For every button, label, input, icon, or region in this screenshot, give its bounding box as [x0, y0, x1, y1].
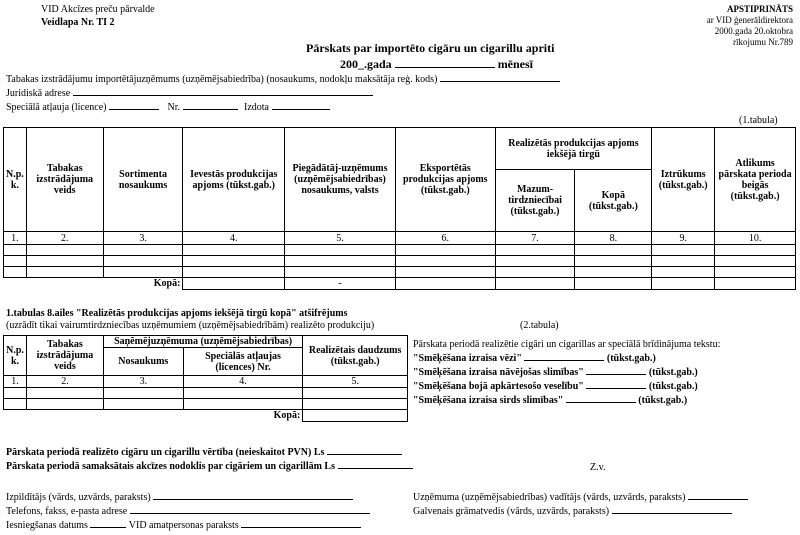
col-assortment: Sortimenta nosaukums [103, 128, 183, 232]
col-type: Tabakas izstrādājuma veids [26, 128, 103, 232]
license-line [6, 102, 330, 113]
approval-line: ar VID ģenerāldirektora [706, 15, 793, 25]
table-2 [3, 335, 408, 422]
warning-text: "Smēķēšana izraisa vēzi" [413, 353, 522, 364]
table-row[interactable] [4, 245, 796, 256]
approval-line: rīkojumu Nr.789 [733, 37, 793, 47]
col-number: 8. [575, 232, 652, 245]
warning-unit: (tūkst.gab.) [606, 353, 656, 364]
t2-total-row [4, 410, 408, 422]
warning-unit: (tūkst.gab.) [638, 395, 688, 406]
col-number: 7. [495, 232, 575, 245]
contacts-label: Telefons, fakss, e-pasta adrese [6, 506, 128, 517]
excise-label: Pārskata periodā samaksātais akcīzes nodoklis par cigāriem un cigarillām Ls [6, 461, 335, 472]
total-exported[interactable] [395, 278, 495, 290]
agency-name: VID Akcīzes preču pārvalde [41, 4, 155, 15]
table2-caption: (2.tabula) [520, 320, 559, 331]
total-realized[interactable] [575, 278, 652, 290]
column-numbers-row [4, 232, 796, 245]
table2-subheading: (uzrādīt tikai vairumtirdzniecības uzņēmumiem (uzņēmējsabiedrībām) realizēto produkciju) [6, 320, 375, 331]
col-remaining: Atlikums pārskata perioda beigās (tūkst.gab.) [715, 128, 796, 232]
col-number: 6. [395, 232, 495, 245]
warning-line [413, 353, 656, 364]
warning-line [413, 367, 698, 378]
year-prefix: 200_.gada [340, 57, 392, 71]
total-imported[interactable] [183, 278, 285, 290]
head-line [413, 492, 748, 503]
submitted-line [6, 520, 361, 531]
col-retail: Mazum-tirdzniecībai (tūkst.gab.) [495, 170, 575, 232]
page-title: Pārskats par importēto cigāru un cigarillu apriti [306, 41, 555, 55]
excise-field[interactable] [338, 468, 413, 469]
value-line [6, 447, 402, 458]
importer-label: Tabakas izstrādājumu importētājuzņēmums (uzņēmējsabiedrība) (nosaukums, nodokļu maksātāja reģ. kods) [6, 74, 438, 85]
submitted-label: Iesniegšanas datums [6, 520, 88, 531]
warning-qty-field[interactable] [566, 402, 636, 403]
license-nr-label: Nr. [167, 102, 180, 113]
t2-col-np: N.p. k. [4, 336, 27, 376]
issued-field[interactable] [272, 109, 330, 110]
address-label: Juridiskā adrese [6, 88, 71, 99]
head-field[interactable] [688, 499, 748, 500]
official-label: VID amatpersonas paraksts [128, 520, 239, 531]
importer-line [6, 74, 560, 85]
period-line [340, 57, 533, 72]
t2-col-qty: Realizētais daudzums (tūkst.gab.) [303, 336, 408, 376]
preparer-label: Izpildītājs (vārds, uzvārds, paraksts) [6, 492, 151, 503]
col-number: 9. [652, 232, 715, 245]
total-retail[interactable] [495, 278, 575, 290]
t2-total-qty[interactable] [303, 410, 408, 422]
warning-qty-field[interactable] [586, 388, 646, 389]
warning-text: "Smēķēšana izraisa nāvējošas slimības" [413, 367, 584, 378]
month-field[interactable] [395, 67, 495, 68]
preparer-line [6, 492, 353, 503]
table-row[interactable] [4, 388, 408, 399]
table-row[interactable] [4, 399, 408, 410]
warning-line [413, 395, 687, 406]
col-np: N.p. k. [4, 128, 27, 232]
value-field[interactable] [327, 454, 402, 455]
col-number: 2. [26, 376, 103, 388]
warning-unit: (tūkst.gab.) [648, 367, 698, 378]
form-number: Veidlapa Nr. TI 2 [41, 17, 115, 28]
accountant-line [413, 506, 732, 517]
contacts-field[interactable] [130, 513, 370, 514]
col-supplier: Piegādātāj-uzņēmums (uzņēmējsabiedrības) nosaukums, valsts [285, 128, 396, 232]
table1-caption: (1.tabula) [739, 115, 778, 126]
preparer-field[interactable] [153, 499, 353, 500]
license-nr-field[interactable] [183, 109, 238, 110]
total-supplier-dash: - [285, 278, 396, 290]
value-label: Pārskata periodā realizēto cigāru un cigarillu vērtība (neieskaitot PVN) Ls [6, 447, 325, 458]
total-shortage[interactable] [652, 278, 715, 290]
month-label: mēnesī [497, 57, 534, 71]
col-number: 5. [285, 232, 396, 245]
col-number: 1. [4, 376, 27, 388]
submitted-field[interactable] [90, 527, 126, 528]
col-number: 5. [303, 376, 408, 388]
warning-line [413, 381, 698, 392]
t2-col-receiver: Saņēmējuzņēmuma (uzņēmējsabiedrības) [103, 336, 302, 348]
approval-line: 2000.gada 20.oktobra [714, 26, 793, 36]
col-number: 1. [4, 232, 27, 245]
t2-total-label: Kopā: [4, 410, 303, 422]
approval-block [707, 4, 793, 48]
col-total: Kopā (tūkst.gab.) [575, 170, 652, 232]
warning-text: "Smēķēšana bojā apkārtesošo veselību" [413, 381, 584, 392]
approval-title: APSTIPRINĀTS [726, 4, 793, 14]
col-number: 4. [183, 376, 303, 388]
excise-line [6, 461, 413, 472]
col-imported: Ievestās produkcijas apjoms (tūkst.gab.) [183, 128, 285, 232]
table-row[interactable] [4, 267, 796, 278]
official-field[interactable] [241, 527, 361, 528]
total-label: Kopā: [4, 278, 183, 290]
col-exported: Eksportētās produkcijas apjoms (tūkst.gab.) [395, 128, 495, 232]
t2-column-numbers-row [4, 376, 408, 388]
t2-col-license: Speciālās atļaujas (licences) Nr. [183, 348, 303, 376]
warning-qty-field[interactable] [586, 374, 646, 375]
col-number: 3. [103, 376, 183, 388]
importer-field[interactable] [440, 81, 560, 82]
total-remaining[interactable] [715, 278, 796, 290]
warning-qty-field[interactable] [524, 360, 604, 361]
warning-unit: (tūkst.gab.) [648, 381, 698, 392]
warning-text: "Smēķēšana izraisa sirds slimības" [413, 395, 564, 406]
stamp-label: Z.v. [590, 462, 606, 473]
col-realized: Realizētās produkcijas apjoms iekšējā tirgū [495, 128, 652, 170]
license-field[interactable] [109, 109, 159, 110]
col-number: 10. [715, 232, 796, 245]
table-row[interactable] [4, 256, 796, 267]
col-number: 4. [183, 232, 285, 245]
total-row [4, 278, 796, 290]
warnings-intro: Pārskata periodā realizētie cigāri un cigarillas ar speciālā brīdinājuma tekstu: [413, 339, 721, 350]
col-number: 3. [103, 232, 183, 245]
col-number: 2. [26, 232, 103, 245]
address-field[interactable] [73, 95, 373, 96]
contacts-line [6, 506, 370, 517]
t2-col-type: Tabakas izstrādājuma veids [26, 336, 103, 376]
accountant-label: Galvenais grāmatvedis (vārds, uzvārds, paraksts) [413, 506, 610, 517]
table-1 [3, 127, 796, 290]
t2-col-name: Nosaukums [103, 348, 183, 376]
issued-label: Izdota [244, 102, 269, 113]
license-label: Speciālā atļauja (licence) [6, 102, 107, 113]
table2-heading: 1.tabulas 8.ailes "Realizētās produkcijas apjoms iekšējā tirgū kopā" atšifrējums [6, 308, 348, 319]
accountant-field[interactable] [612, 513, 732, 514]
address-line [6, 88, 373, 99]
col-shortage: Iztrūkums (tūkst.gab.) [652, 128, 715, 232]
head-label: Uzņēmuma (uzņēmējsabiedrības) vadītājs (vārds, uzvārds, paraksts) [413, 492, 686, 503]
